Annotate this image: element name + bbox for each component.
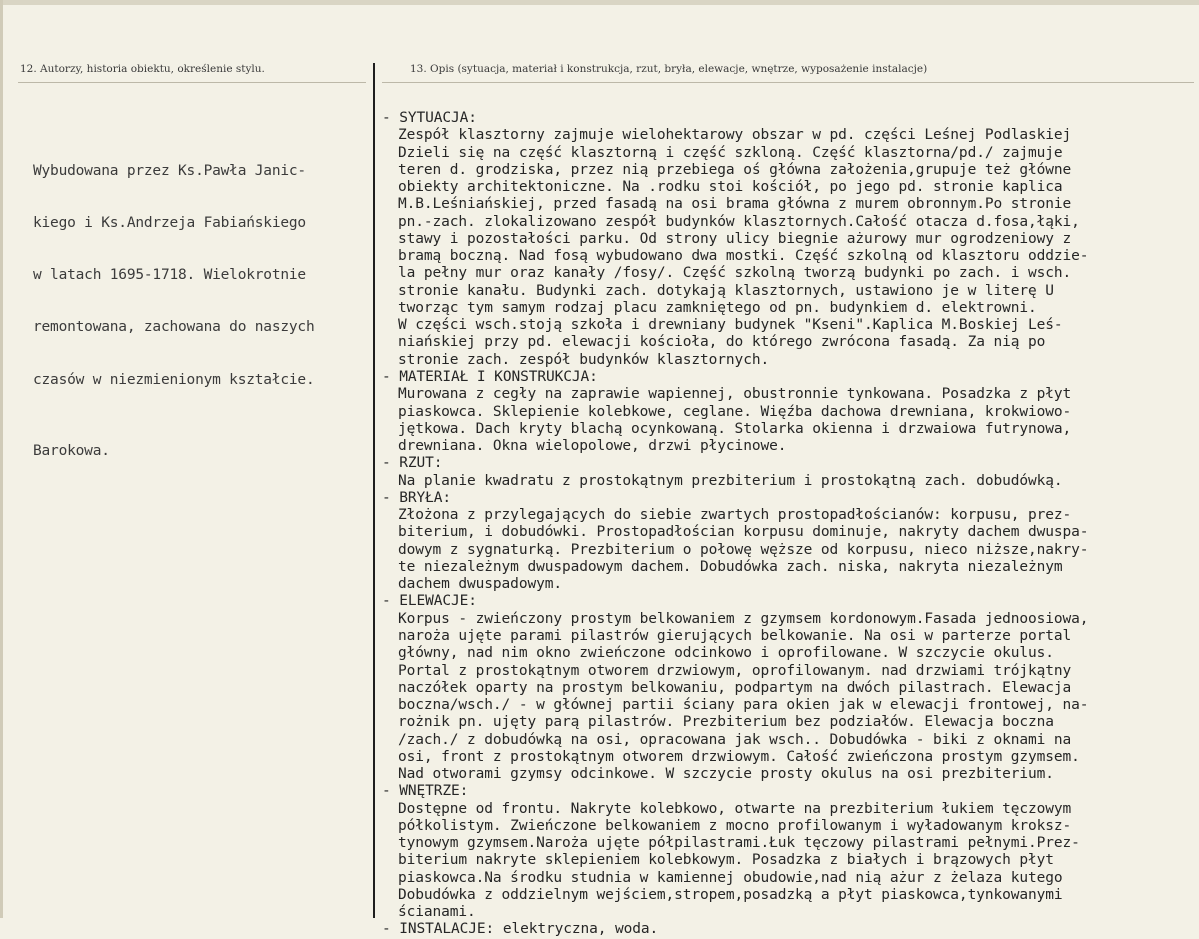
- description-line: W części wsch.stoją szkoła i drewniany budynek "Kseni".Kaplica M.Boskiej Leś-: [398, 317, 1063, 334]
- description-line: stronie zach. zespół budynków klasztornych.: [398, 351, 770, 368]
- description-line: stawy i pozostałości parku. Od strony ulicy biegnie ażurowy mur ogrodzeniowy z: [398, 230, 1072, 247]
- description-line: rożnik pn. ujęty parą pilastrów. Prezbiterium bez podziałów. Elewacja boczna: [398, 714, 1054, 731]
- header-rule-left: [18, 82, 366, 83]
- description-line: niańskiej przy pd. elewacji kościoła, do którego zwrócona fasadą. Za nią po: [398, 334, 1046, 351]
- history-line: kiego i Ks.Andrzeja Fabiańskiego: [33, 215, 306, 232]
- description-line: pn.-zach. zlokalizowano zespół budynków klasztornych.Całość otacza d.fosa,łąki,: [398, 213, 1080, 230]
- description-line: główny, nad nim okno zwieńczone odcinkowo i oprofilowane. W szczycie okulus.: [398, 645, 1054, 662]
- description-line: półkolistym. Zwieńczone belkowaniem z mocno profilowanym i wyładowanym kroksz-: [398, 817, 1072, 834]
- description-line: la pełny mur oraz kanały /fosy/. Część szkolną tworzą budynki po zach. i wsch.: [398, 265, 1072, 282]
- description-line: Murowana z cegły na zaprawie wapiennej, obustronnie tynkowana. Posadzka z płyt: [398, 386, 1072, 403]
- description-line: Złożona z przylegających do siebie zwartych prostopadłościanów: korpusu, prez-: [398, 507, 1072, 524]
- description-line: ścianami.: [398, 904, 476, 921]
- description-line: piaskowca. Sklepienie kolebkowe, ceglane. Więźba dachowa drewniana, krokwiowo-: [398, 403, 1072, 420]
- section-heading: - INSTALACJE: elektryczna, woda.: [382, 921, 659, 938]
- column-divider: [373, 63, 375, 918]
- paper-top-edge: [0, 0, 1199, 5]
- section-heading: - BRYŁA:: [382, 489, 452, 506]
- description-line: boczna/wsch./ - w głównej partii ściany para okien jak w elewacji frontowej, na-: [398, 697, 1089, 714]
- section-heading: - MATERIAŁ I KONSTRUKCJA:: [382, 368, 598, 385]
- description-line: Dobudówka z oddzielnym wejściem,stropem,posadzką a płyt piaskowca,tynkowanymi: [398, 886, 1063, 903]
- description-line: dowym z sygnaturką. Prezbiterium o połowę węższe od korpusu, nieco niższe,nakry-: [398, 541, 1089, 558]
- description-line: Korpus - zwieńczony prostym belkowaniem z gzymsem kordonowym.Fasada jednoosiowa,: [398, 610, 1089, 627]
- description-column: [382, 110, 1197, 939]
- description-line: drewniana. Okna wielopolowe, drzwi płycinowe.: [398, 438, 787, 455]
- paper-left-edge: [0, 0, 3, 918]
- history-line: czasów w niezmienionym kształcie.: [33, 371, 315, 388]
- description-line: biterium, i dobudówki. Prostopadłościan korpusu dominuje, nakryty dachem dwuspa-: [398, 524, 1089, 541]
- description-line: teren d. grodziska, przez nią przebiega oś główna założenia,grupuje też główne: [398, 161, 1072, 178]
- column-header-history: 12. Autorzy, historia obiektu, określenie stylu.: [20, 63, 265, 75]
- style-paragraph: Barokowa.: [33, 442, 110, 459]
- column-header-description: 13. Opis (sytuacja, materiał i konstrukcja, rzut, bryła, elewacje, wnętrze, wyposażenie instalacje): [410, 63, 928, 75]
- history-column: [33, 128, 368, 460]
- section-heading: - ELEWACJE:: [382, 593, 477, 610]
- description-line: Dzieli się na część klasztorną i część szkloną. Część klasztorna/pd./ zajmuje: [398, 144, 1063, 161]
- description-line: piaskowca.Na środku studnia w kamiennej obudowie,nad nią ażur z żelaza kutego: [398, 869, 1063, 886]
- description-line: Na planie kwadratu z prostokątnym prezbiterium i prostokątną zach. dobudówką.: [398, 472, 1063, 489]
- description-line: osi, front z prostokątnym otworem drzwiowym. Całość zwieńczona prostym gzymsem.: [398, 748, 1080, 765]
- description-line: /zach./ z dobudówką na osi, opracowana jak wsch.. Dobudówka - biki z oknami na: [398, 731, 1072, 748]
- section-heading: - RZUT:: [382, 455, 443, 472]
- history-line: remontowana, zachowana do naszych: [33, 319, 315, 336]
- description-line: biterium nakryte sklepieniem kolebkowym. Posadzka z białych i brązowych płyt: [398, 852, 1054, 869]
- description-line: naczółek oparty na prostym belkowaniu, podpartym na dwóch pilastrach. Elewacja: [398, 679, 1072, 696]
- section-heading: - SYTUACJA:: [382, 110, 477, 126]
- description-line: M.B.Leśniańskiej, przed fasadą na osi brama główna z murem obronnym.Po stronie: [398, 196, 1072, 213]
- description-line: Zespół klasztorny zajmuje wielohektarowy obszar w pd. części Leśnej Podlaskiej: [398, 127, 1072, 144]
- header-rule-right: [382, 82, 1194, 83]
- description-line: Portal z prostokątnym otworem drzwiowym, oprofilowanym. nad drzwiami trójkątny: [398, 662, 1072, 679]
- description-line: bramą boczną. Nad fosą wybudowano dwa mostki. Część szkolną od klasztoru oddzie-: [398, 248, 1089, 265]
- history-paragraph: [33, 128, 368, 424]
- description-line: dachem dwuspadowym.: [398, 576, 562, 593]
- description-line: naroża ujęte parami pilastrów gierujących belkowanie. Na osi w parterze portal: [398, 627, 1072, 644]
- description-line: tworząc tym samym rodzaj placu zamkniętego od pn. budynkiem d. elektrowni.: [398, 299, 1037, 316]
- history-line: Wybudowana przez Ks.Pawła Janic-: [33, 162, 306, 179]
- description-line: tynowym gzymsem.Naroża ujęte półpilastrami.Łuk tęczowy pilastrami pełnymi.Prez-: [398, 835, 1080, 852]
- history-line: w latach 1695-1718. Wielokrotnie: [33, 267, 306, 284]
- description-line: jętkowa. Dach kryty blachą ocynkowaną. Stolarka okienna i drzwaiowa futrynowa,: [398, 420, 1072, 437]
- section-heading: - WNĘTRZE:: [382, 783, 469, 800]
- description-line: te niezależnym dwuspadowym dachem. Dobudówka zach. niska, nakryta niezależnym: [398, 558, 1063, 575]
- description-line: Nad otworami gzymsy odcinkowe. W szczycie prosty okulus na osi prezbiterium.: [398, 766, 1054, 783]
- description-line: stronie kanału. Budynki zach. dotykają klasztornych, ustawiono je w literę U: [398, 282, 1054, 299]
- description-line: obiekty architektoniczne. Na .rodku stoi kościół, po jego pd. stronie kaplica: [398, 179, 1063, 196]
- description-line: Dostępne od frontu. Nakryte kolebkowo, otwarte na prezbiterium łukiem tęczowym: [398, 800, 1072, 817]
